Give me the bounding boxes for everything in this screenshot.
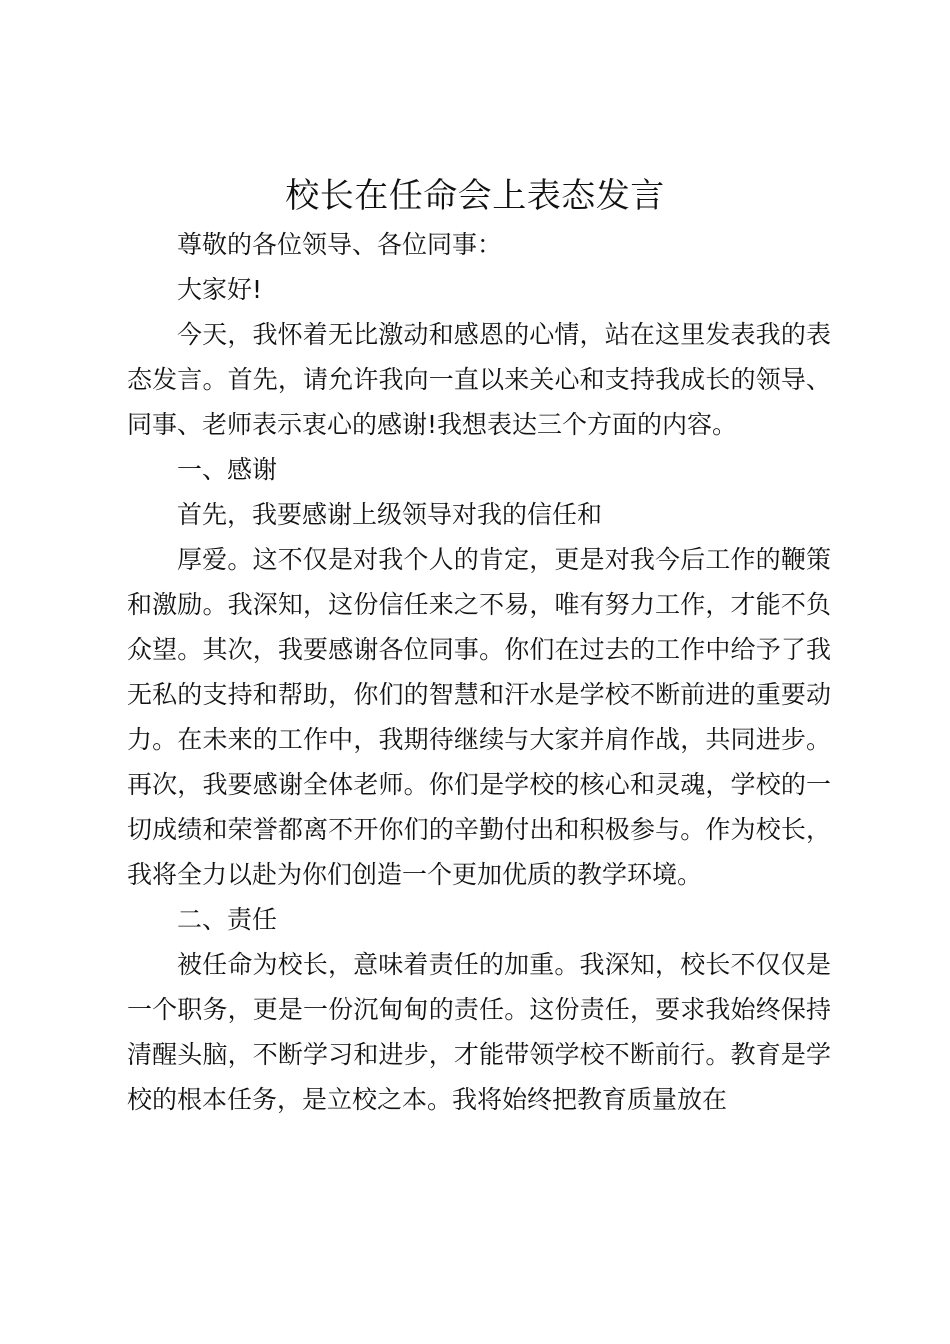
- section-heading-responsibility: 二、责任: [177, 905, 278, 934]
- salutation: 尊敬的各位领导、各位同事：: [177, 230, 503, 259]
- greeting: 大家好!: [177, 275, 263, 304]
- thanks-paragraph-start: 首先，我要感谢上级领导对我的信任和: [177, 500, 603, 529]
- thanks-paragraph: 厚爱。这不仅是对我个人的肯定，更是对我今后工作的鞭策和激励。我深知，这份信任来之不易，唯有努力工作，才能不负众望。其次，我要感谢各位同事。你们在过去的工作中给予了我无私的支持和帮助，你们的智慧和汗水是学校不断前进的重要动力。在未来的工作中，我期待继续与大家并肩作战，共同进步。再次，我要感谢全体老师。你们是学校的核心和灵魂，学校的一切成绩和荣誉都离不开你们的辛勤付出和积极参与。作为校长，我将全力以赴为你们创造一个更加优质的教学环境。: [127, 545, 831, 889]
- intro-paragraph: 今天，我怀着无比激动和感恩的心情，站在这里发表我的表态发言。首先，请允许我向一直以来关心和支持我成长的领导、同事、老师表示衷心的感谢!我想表达三个方面的内容。: [127, 320, 831, 439]
- section-heading-thanks: 一、感谢: [177, 455, 278, 484]
- document-title: 校长在任命会上表态发言: [285, 176, 665, 216]
- document-body: [127, 222, 831, 1122]
- responsibility-paragraph: 被任命为校长，意味着责任的加重。我深知，校长不仅仅是一个职务，更是一份沉甸甸的责任。这份责任，要求我始终保持清醒头脑，不断学习和进步，才能带领学校不断前行。教育是学校的根本任务，是立校之本。我将始终把教育质量放在: [127, 950, 831, 1114]
